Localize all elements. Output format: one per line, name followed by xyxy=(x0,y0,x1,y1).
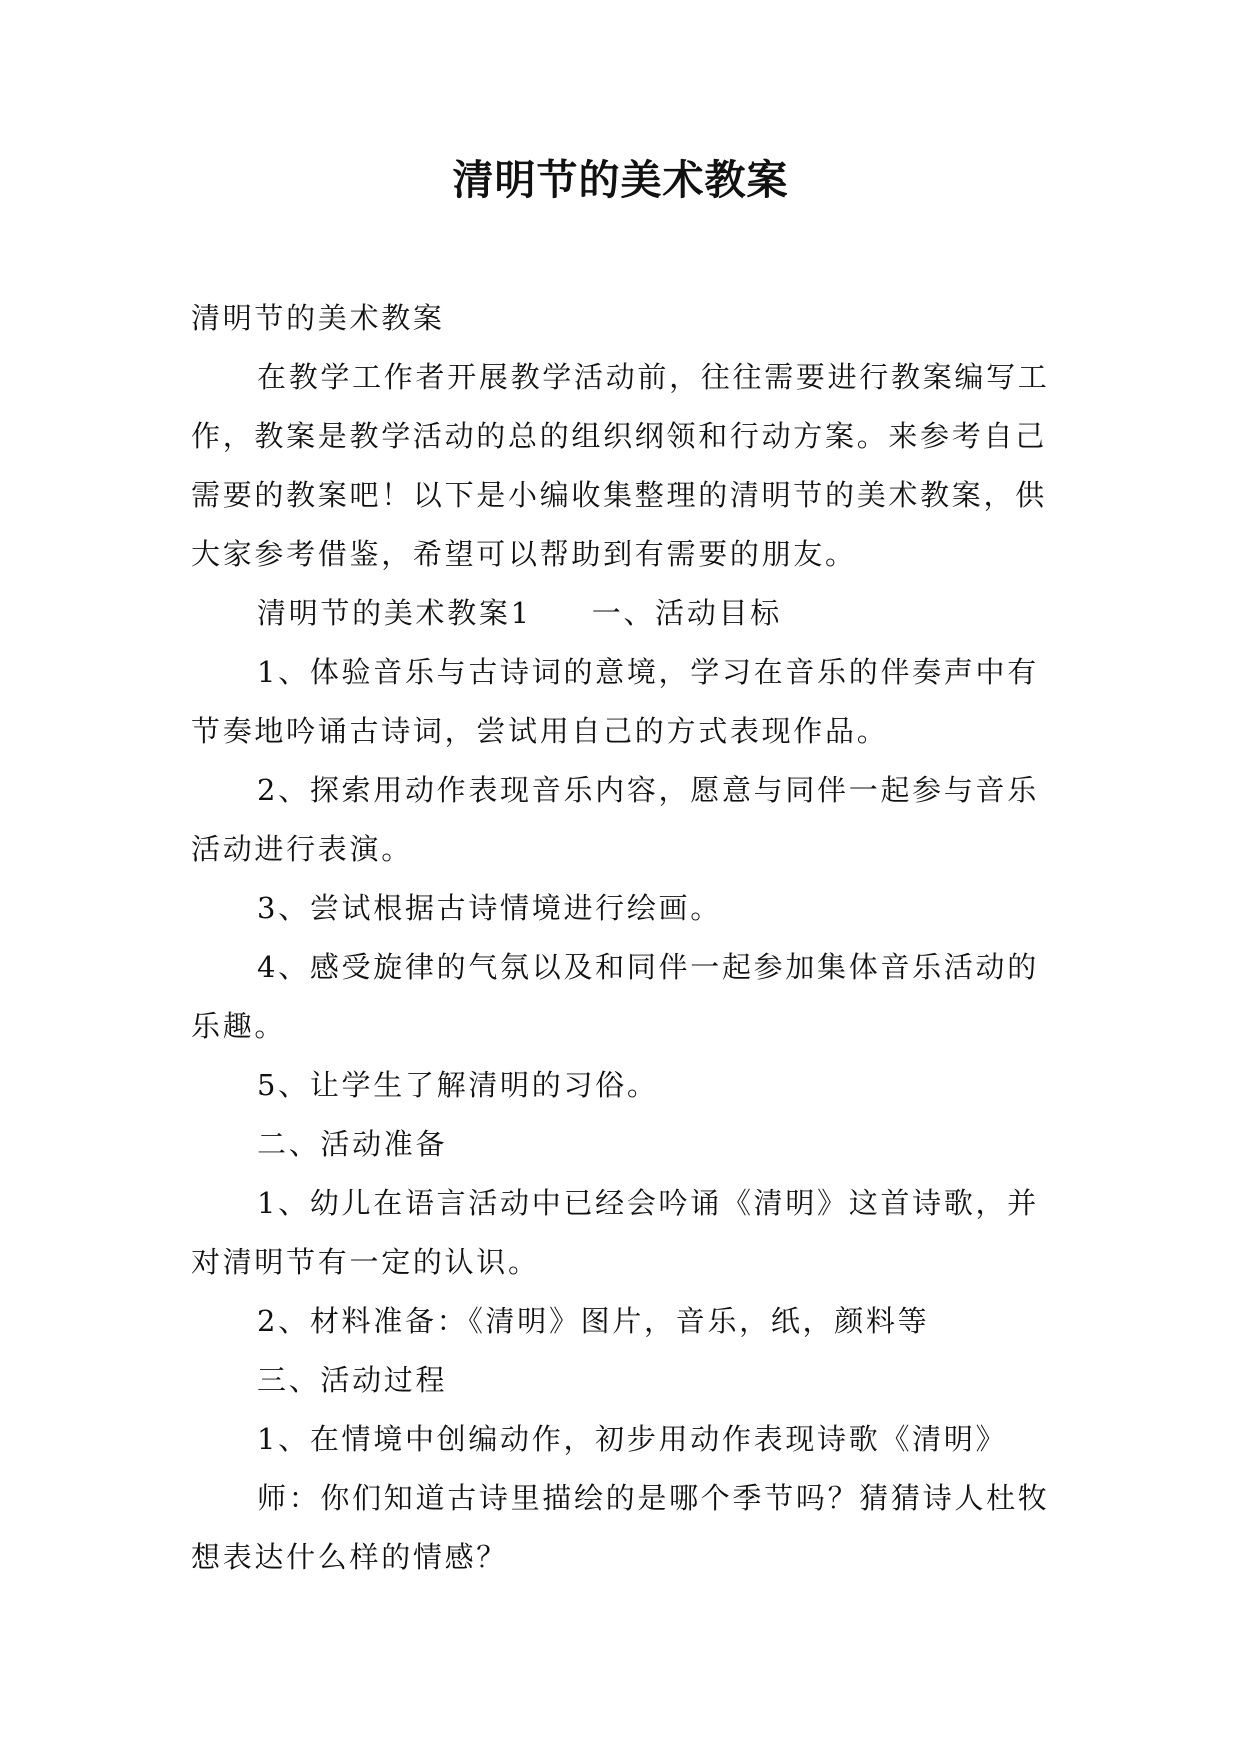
goal-item-5: 5、让学生了解清明的习俗。 xyxy=(257,1068,659,1102)
lesson-heading: 清明节的美术教案1 xyxy=(257,596,532,630)
document-body xyxy=(191,289,1053,1587)
section-heading-goals: 一、活动目标 xyxy=(591,596,782,630)
section-heading-preparation: 二、活动准备 xyxy=(257,1127,448,1161)
teacher-question: 师：你们知道古诗里描绘的是哪个季节吗？猜猜诗人杜牧想表达什么样的情感？ xyxy=(191,1481,1050,1574)
goal-item-4: 4、感受旋律的气氛以及和同伴一起参加集体音乐活动的乐趣。 xyxy=(191,950,1039,1043)
goal-item-1: 1、体验音乐与古诗词的意境，学习在音乐的伴奏声中有节奏地吟诵古诗词，尝试用自己的方式表现作品。 xyxy=(191,655,1039,748)
preparation-item-2: 2、材料准备：《清明》图片，音乐，纸，颜料等 xyxy=(257,1304,930,1338)
preparation-item-1: 1、幼儿在语言活动中已经会吟诵《清明》这首诗歌，并对清明节有一定的认识。 xyxy=(191,1186,1039,1279)
goal-item-2: 2、探索用动作表现音乐内容，愿意与同伴一起参与音乐活动进行表演。 xyxy=(191,773,1039,866)
goal-item-3: 3、尝试根据古诗情境进行绘画。 xyxy=(257,891,722,925)
intro-paragraph: 在教学工作者开展教学活动前，往往需要进行教案编写工作，教案是教学活动的总的组织纲领和行动方案。来参考自己需要的教案吧！以下是小编收集整理的清明节的美术教案，供大家参考借鉴，希望可以帮助到有需要的朋友。 xyxy=(191,360,1050,571)
process-item-1: 1、在情境中创编动作，初步用动作表现诗歌《清明》 xyxy=(257,1422,1008,1456)
lesson-heading-line xyxy=(191,584,1053,643)
subtitle-paragraph: 清明节的美术教案 xyxy=(191,301,445,335)
document-title: 清明节的美术教案 xyxy=(452,156,789,204)
section-heading-process: 三、活动过程 xyxy=(257,1363,448,1397)
